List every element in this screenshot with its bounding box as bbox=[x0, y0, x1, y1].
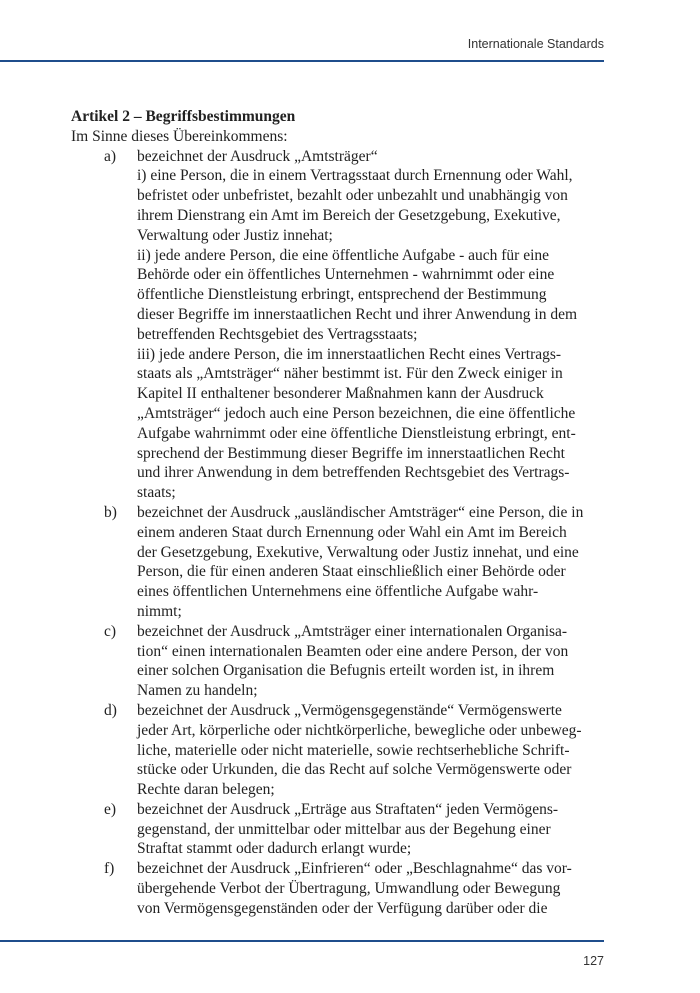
text-line: liche, materielle oder nicht materielle, sowie rechtserhebliche Schrift- bbox=[137, 741, 570, 759]
text-line: öffentliche Dienstleistung erbringt, entsprechend der Bestimmung bbox=[137, 286, 547, 304]
definition-item bbox=[71, 503, 606, 622]
definition-item bbox=[71, 622, 606, 701]
text-line: ihrem Dienstrang ein Amt im Bereich der Gesetzgebung, Exekutive, bbox=[137, 206, 561, 224]
text-line: sprechend der Bestimmung dieser Begriffe im innerstaatlichen Recht bbox=[137, 444, 565, 462]
definition-label: b) bbox=[104, 503, 117, 521]
text-line: bezeichnet der Ausdruck „Vermögensgegenstände“ Vermögenswerte bbox=[137, 701, 562, 719]
text-line: der Gesetzgebung, Exekutive, Verwaltung oder Justiz innehat, und eine bbox=[137, 543, 579, 561]
definition-label: e) bbox=[104, 800, 117, 818]
definition-label: d) bbox=[104, 701, 117, 719]
text-line: eines öffentlichen Unternehmens eine öffentliche Aufgabe wahr- bbox=[137, 583, 539, 601]
text-line: bezeichnet der Ausdruck „Einfrieren“ oder „Beschlagnahme“ das vor- bbox=[137, 860, 572, 878]
definition-label: f) bbox=[104, 860, 115, 878]
text-line: gegenstand, der unmittelbar oder mittelbar aus der Begehung einer bbox=[137, 820, 551, 838]
text-line: Namen zu handeln; bbox=[137, 682, 258, 700]
text-line: Aufgabe wahrnimmt oder eine öffentliche Dienstleistung erbringt, ent- bbox=[137, 424, 576, 442]
text-line: staats; bbox=[137, 484, 176, 502]
text-line: Person, die für einen anderen Staat einschließlich einer Behörde oder bbox=[137, 563, 566, 581]
text-line: iii) jede andere Person, die im innerstaatlichen Recht eines Vertrags- bbox=[137, 345, 562, 363]
text-line: stücke oder Urkunden, die das Recht auf solche Vermögenswerte oder bbox=[137, 761, 572, 779]
text-line: dieser Begriffe im innerstaatlichen Recht und ihrer Anwendung in dem bbox=[137, 305, 578, 323]
text-line: Behörde oder ein öffentliches Unternehmen - wahrnimmt oder eine bbox=[137, 266, 555, 284]
article-title: Artikel 2 – Begriffsbestimmungen bbox=[71, 108, 296, 125]
article-intro: Im Sinne dieses Übereinkommens: bbox=[71, 127, 288, 145]
page-number: 127 bbox=[583, 954, 604, 968]
text-line: „Amtsträger“ jedoch auch eine Person bezeichnen, die eine öffentliche bbox=[137, 404, 576, 422]
footer-rule bbox=[0, 940, 604, 942]
text-line: bezeichnet der Ausdruck „Amtsträger einer internationalen Organisa- bbox=[137, 622, 568, 640]
text-line: befristet oder unbefristet, bezahlt oder unbezahlt und unabhängig von bbox=[137, 187, 568, 205]
article-body bbox=[71, 107, 606, 919]
definition-item bbox=[71, 701, 606, 800]
definition-label: c) bbox=[104, 622, 117, 640]
text-line: bezeichnet der Ausdruck „Amtsträger“ bbox=[137, 147, 378, 165]
running-header: Internationale Standards bbox=[467, 37, 604, 51]
definition-text bbox=[137, 800, 606, 859]
text-line: und ihrer Anwendung in dem betreffenden Rechtsgebiet des Vertrags- bbox=[137, 464, 570, 482]
text-line: bezeichnet der Ausdruck „Erträge aus Straftaten“ jeden Vermögens- bbox=[137, 800, 559, 818]
definition-list bbox=[71, 147, 606, 919]
text-line: bezeichnet der Ausdruck „ausländischer Amtsträger“ eine Person, die in bbox=[137, 503, 584, 521]
text-line: i) eine Person, die in einem Vertragsstaat durch Ernennung oder Wahl, bbox=[137, 167, 573, 185]
text-line: ii) jede andere Person, die eine öffentliche Aufgabe - auch für eine bbox=[137, 246, 550, 264]
text-line: Kapitel II enthaltener besonderer Maßnahmen kann der Ausdruck bbox=[137, 385, 544, 403]
definition-text bbox=[137, 147, 606, 503]
text-line: staats als „Amtsträger“ näher bestimmt ist. Für den Zweck einiger in bbox=[137, 365, 563, 383]
text-line: einem anderen Staat durch Ernennung oder Wahl ein Amt im Bereich bbox=[137, 523, 567, 541]
definition-text bbox=[137, 622, 606, 701]
definition-text bbox=[137, 859, 606, 918]
text-line: nimmt; bbox=[137, 602, 182, 620]
definition-item bbox=[71, 859, 606, 918]
text-line: jeder Art, körperliche oder nichtkörperliche, bewegliche oder unbeweg- bbox=[137, 721, 582, 739]
definition-item bbox=[71, 147, 606, 503]
text-line: von Vermögensgegenständen oder der Verfügung darüber oder die bbox=[137, 899, 548, 917]
text-line: Verwaltung oder Justiz innehat; bbox=[137, 226, 333, 244]
text-line: Straftat stammt oder dadurch erlangt wurde; bbox=[137, 840, 412, 858]
definition-text bbox=[137, 701, 606, 800]
header-rule bbox=[0, 60, 604, 62]
text-line: übergehende Verbot der Übertragung, Umwandlung oder Bewegung bbox=[137, 880, 561, 898]
text-line: betreffenden Rechtsgebiet des Vertragsstaats; bbox=[137, 325, 418, 343]
text-line: tion“ einen internationalen Beamten oder eine andere Person, der von bbox=[137, 642, 569, 660]
text-line: einer solchen Organisation die Befugnis erteilt worden ist, in ihrem bbox=[137, 662, 555, 680]
definition-label: a) bbox=[104, 147, 117, 165]
text-line: Rechte daran belegen; bbox=[137, 781, 275, 799]
definition-item bbox=[71, 800, 606, 859]
definition-text bbox=[137, 503, 606, 622]
